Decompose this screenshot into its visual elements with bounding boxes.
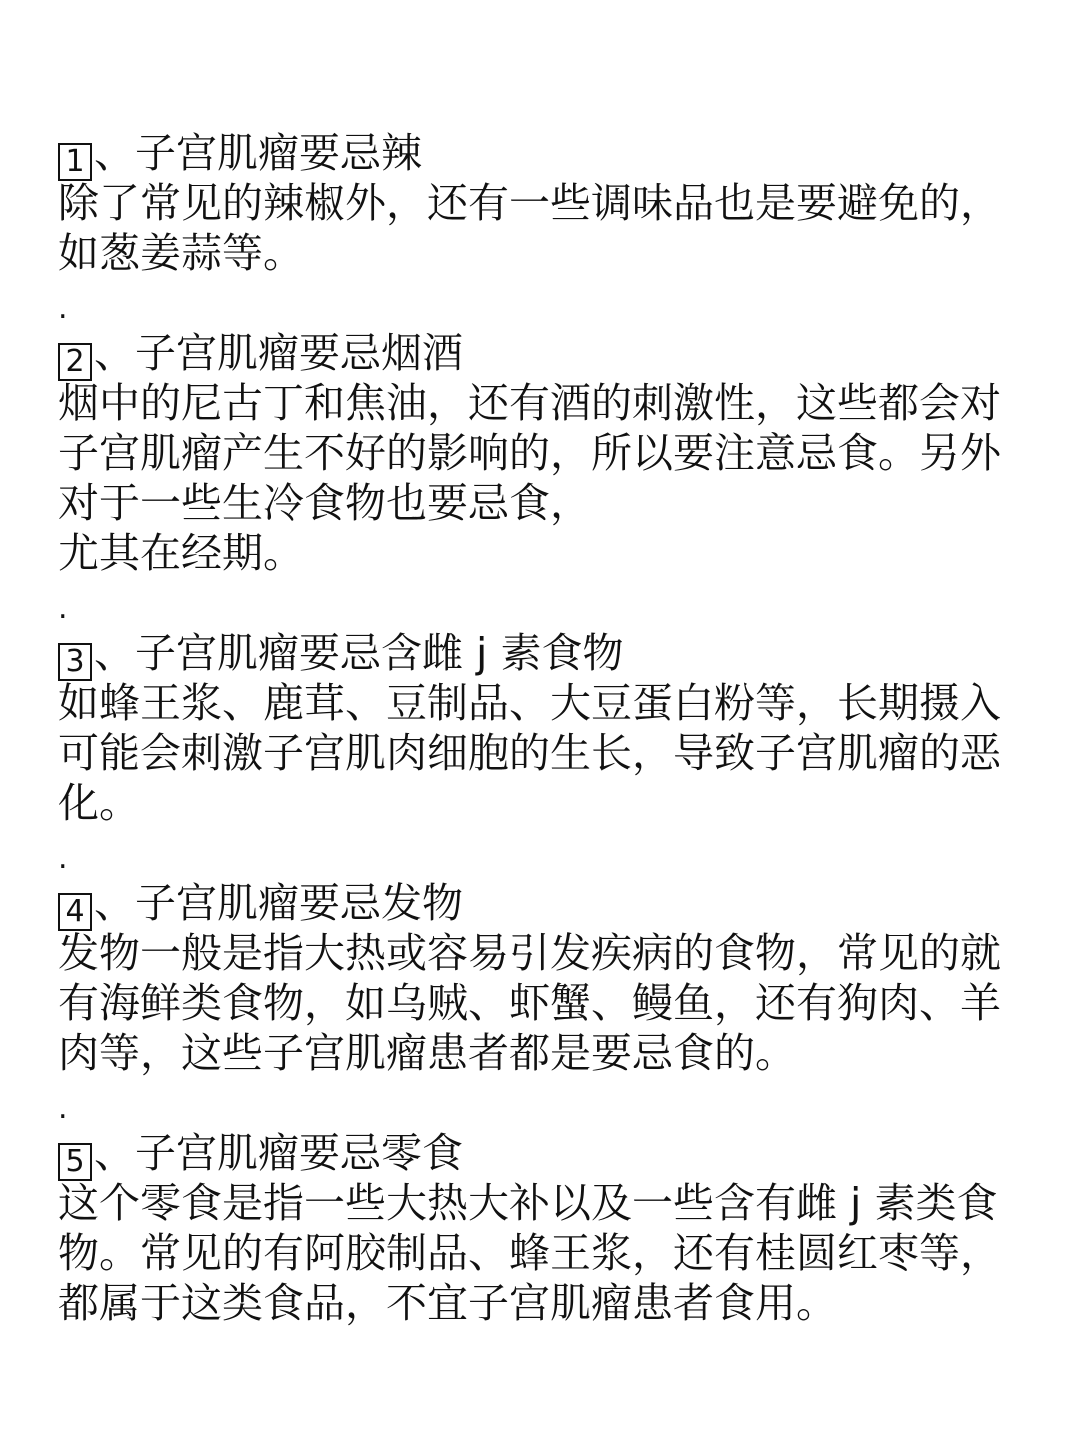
section-number-box: 1: [58, 143, 92, 181]
article-body: [58, 128, 1028, 1328]
section-heading: [58, 628, 1028, 678]
section-3: [58, 628, 1028, 828]
paragraph-line: 可能会刺激子宫肌肉细胞的生长，导致子宫肌瘤的恶: [58, 729, 1001, 777]
separator-dot: .: [58, 841, 68, 876]
section-heading-text: 、子宫肌瘤要忌烟酒: [94, 329, 463, 377]
paragraph-line: 这个零食是指一些大热大补以及一些含有雌 j 素类食: [58, 1179, 998, 1227]
separator-dot: .: [58, 591, 68, 626]
section-heading-text: 、子宫肌瘤要忌发物: [94, 879, 463, 927]
paragraph-line: 发物一般是指大热或容易引发疾病的食物，常见的就: [58, 929, 1001, 977]
paragraph-line: 对于一些生冷食物也要忌食，: [58, 479, 591, 527]
section-number-box: 3: [58, 643, 92, 681]
section-2: [58, 328, 1028, 578]
separator-dot: .: [58, 1091, 68, 1126]
section-number-box: 2: [58, 343, 92, 381]
section-heading: [58, 878, 1028, 928]
section-heading-text: 、子宫肌瘤要忌含雌 j 素食物: [94, 629, 624, 677]
paragraph-line: 尤其在经期。: [58, 529, 304, 577]
paragraph-line: 子宫肌瘤产生不好的影响的，所以要注意忌食。另外: [58, 429, 1001, 477]
paragraph-line: 物。常见的有阿胶制品、蜂王浆，还有桂圆红枣等，: [58, 1229, 1001, 1277]
section-number-box: 5: [58, 1143, 92, 1181]
paragraph-line: 化。: [58, 779, 140, 827]
section-heading: [58, 1128, 1028, 1178]
section-4: [58, 878, 1028, 1078]
paragraph-line: 除了常见的辣椒外，还有一些调味品也是要避免的，: [58, 179, 1001, 227]
section-heading: [58, 128, 1028, 178]
section-heading-text: 、子宫肌瘤要忌辣: [94, 129, 422, 177]
paragraph-line: 肉等，这些子宫肌瘤患者都是要忌食的。: [58, 1029, 796, 1077]
paragraph-line: 烟中的尼古丁和焦油，还有酒的刺激性，这些都会对: [58, 379, 1001, 427]
separator-dot: .: [58, 291, 68, 326]
section-1: [58, 128, 1028, 278]
paragraph-line: 有海鲜类食物，如乌贼、虾蟹、鳗鱼，还有狗肉、羊: [58, 979, 1001, 1027]
paragraph-line: 都属于这类食品，不宜子宫肌瘤患者食用。: [58, 1279, 837, 1327]
paragraph-line: 如蜂王浆、鹿茸、豆制品、大豆蛋白粉等，长期摄入: [58, 679, 1001, 727]
paragraph-line: 如葱姜蒜等。: [58, 229, 304, 277]
section-heading: [58, 328, 1028, 378]
section-5: [58, 1128, 1028, 1328]
section-heading-text: 、子宫肌瘤要忌零食: [94, 1129, 463, 1177]
section-number-box: 4: [58, 893, 92, 931]
